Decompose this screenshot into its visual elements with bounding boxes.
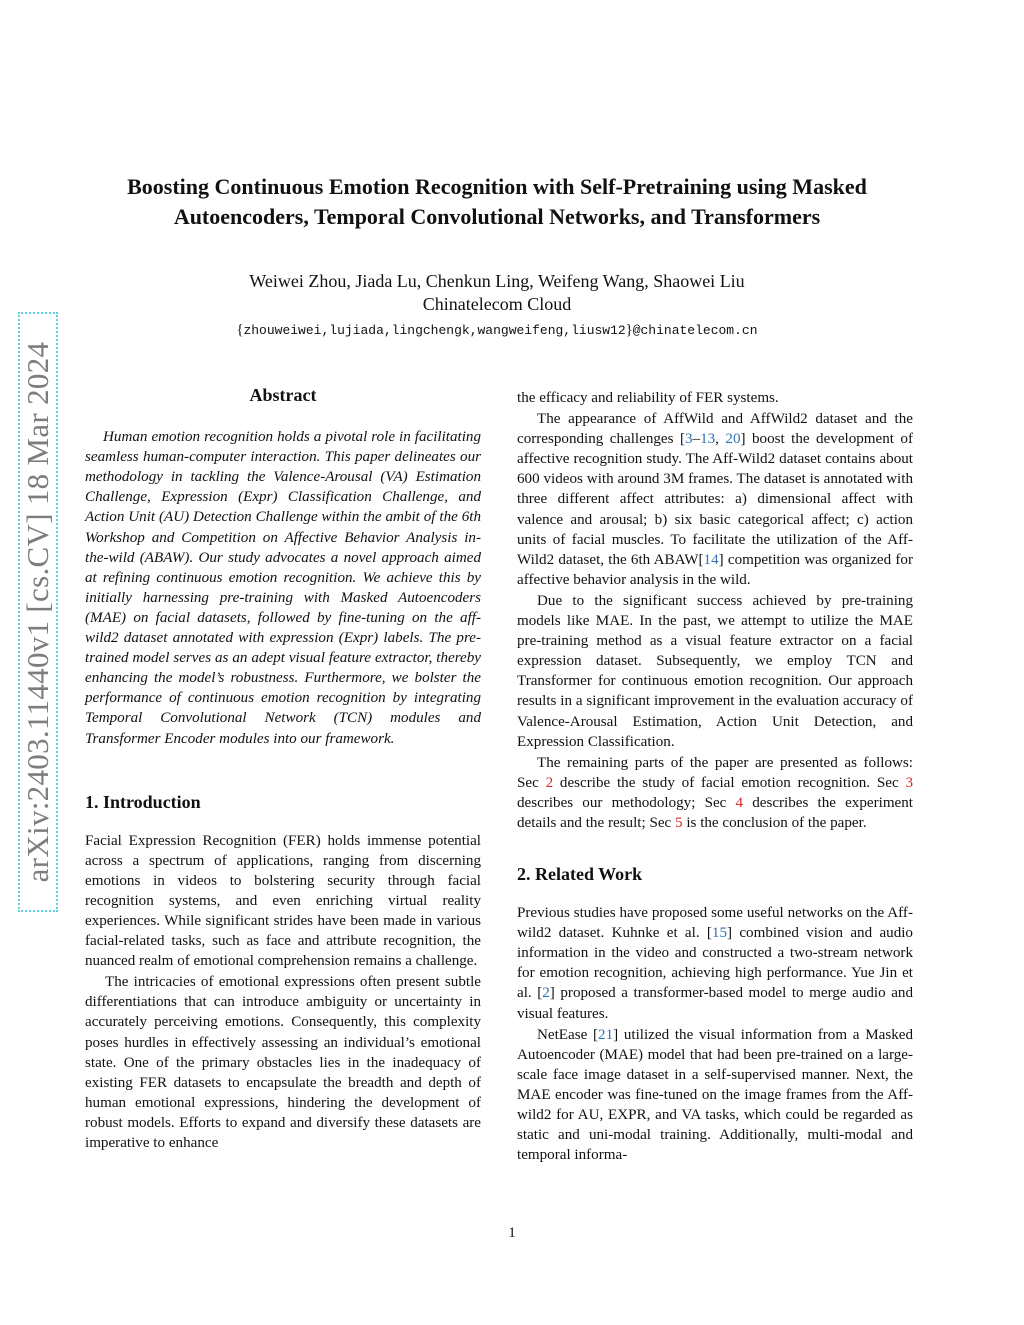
intro-p5-text-b: describe the study of facial emotion recognition. Sec — [553, 774, 906, 791]
abstract-text: Human emotion recognition holds a pivotal role in facilitating seamless human-computer interaction. This paper delineates our methodology in tackling the Valence-Arousal (VA) Estimation Challenge, Expression (Expr) Classification Challenge, and Action Unit (AU) Detection Challenge within the ambit of the 6th Workshop and Competition on Affective Behavior Analysis in-the-wild (ABAW). Our study advocates a novel approach aimed at refining continuous emotion recognition. We achieve this by initially harnessing pre-training with Masked Autoencoders (MAE) on facial datasets, followed by fine-tuning on the aff-wild2 dataset annotated with expression (Expr) labels. The pre-trained model serves as an adept visual feature extractor, thereby enhancing the model’s robustness. Furthermore, we bolster the performance of continuous emotion recognition by integrating Temporal Convolutional Network (TCN) modules and Transformer Encoder modules into our framework. — [85, 429, 481, 747]
rw-p2-text-a: NetEase [ — [537, 1026, 599, 1043]
affiliation: Chinatelecom Cloud — [422, 294, 572, 314]
intro-p3-text-b: ] boost the development of affective recognition study. The Aff-Wild2 dataset contains about 600 videos with around 3M frames. The dataset is annotated with three different affect attributes: a) dimensional affect with valence and arousal; b) six basic categorical affect; c) action units of facial muscles. To facilitate the utilization of the Aff-Wild2 dataset, the 6th ABAW[ — [517, 431, 914, 568]
introduction-paragraph-2: The intricacies of emotional expressions often present subtle differentiations that can introduce ambiguity or uncertainty in accurately perceiving emotions. Consequently, this complexity poses hurdles in effectively assessing an individual’s emotional state. One of the primary obstacles lies in the inadequacy of existing FER datasets to encapsulate the breadth and depth of human emotional expressions, hindering the development of robust models. Efforts to expand and diversify these datasets are imperative to enhance — [85, 974, 481, 1151]
related-work-heading: 2. Related Work — [517, 864, 643, 885]
introduction-paragraph-1: Facial Expression Recognition (FER) holds immense potential across a spectrum of applications, ranging from discerning emotions in videos to bolstering security through facial recognition systems, and even enriching virtual reality experiences. While significant strides have been made in various facial-related tasks, such as face and attribute recognition, the nuanced realm of emotional comprehension remains a challenge. — [85, 832, 481, 970]
section-link[interactable]: 3 — [905, 774, 913, 791]
section-link[interactable]: 5 — [675, 814, 683, 831]
intro-p3-text-a: The appearance of AffWild and AffWild2 dataset and the corresponding challenges [ — [517, 411, 913, 448]
rw-p1-text-a: Previous studies have proposed some useful networks on the Aff-wild2 dataset. Kuhnke et al. [ — [517, 905, 913, 942]
email-line — [60, 320, 934, 341]
citation-link[interactable]: 21 — [598, 1026, 614, 1043]
email-users: zhouweiwei,lujiada,lingchengk,wangweifeng,liusw12 — [243, 323, 626, 338]
related-work-paragraph-2 — [517, 1025, 913, 1166]
introduction-heading: 1. Introduction — [85, 791, 201, 812]
author-names: Weiwei Zhou, Jiada Lu, Chenkun Ling, Weifeng Wang, Shaowei Liu — [249, 271, 745, 291]
citation-link[interactable]: 2 — [542, 985, 550, 1002]
citation-link[interactable]: 14 — [703, 551, 719, 568]
right-column — [517, 388, 913, 1165]
page-number: 1 — [508, 1225, 516, 1241]
introduction-paragraph-2-continued: the efficacy and reliability of FER systems. — [517, 390, 779, 406]
rw-p1-text-b: ] combined vision and audio information in the video and constructed a two-stream network for emotion recognition, achieving high performance. Yue Jin et al. [ — [517, 925, 913, 1002]
intro-p5-text-e: is the conclusion of the paper. — [682, 814, 867, 831]
introduction-paragraph-5 — [517, 753, 913, 833]
section-link[interactable]: 4 — [735, 794, 744, 811]
title-line-2: Autoencoders, Temporal Convolutional Networks, and Transformers — [173, 204, 821, 229]
title-line-1: Boosting Continuous Emotion Recognition with Self-Pretraining using Masked — [127, 174, 867, 199]
email-domain: @chinatelecom.cn — [632, 323, 758, 338]
intro-p5-text-c: describes our methodology; Sec — [517, 794, 736, 811]
rw-p2-text-b: ] utilized the visual information from a Masked Autoencoder (MAE) model that had been pre-trained on a large-scale face image dataset in a self-supervised manner. Next, the MAE encoder was fine-tuned on the image frames from the Aff-wild2 for AU, EXPR, and VA tasks, which could be regarded as static and uni-modal training. Additionally, multi-modal and temporal informa- — [517, 1026, 913, 1164]
left-column — [85, 385, 481, 1153]
introduction-paragraph-4: Due to the significant success achieved by pre-training models like MAE. In the past, we attempt to utilize the MAE pre-training method as a visual feature extractor on a facial expression dataset. Subsequently, we employ TCN and Transformer for continuous emotion recognition. Our approach results in a significant improvement in the evaluation accuracy of Valence-Arousal Estimation, Action Unit Detection, and Expression Classification. — [517, 592, 913, 750]
email-brace-close: } — [625, 322, 633, 338]
citation-link[interactable]: 15 — [711, 925, 728, 942]
abstract-heading: Abstract — [249, 385, 317, 405]
introduction-paragraph-3 — [517, 409, 913, 590]
citation-link[interactable]: 20 — [725, 431, 741, 448]
intro-p5-text-d: describes the experiment details and the result; Sec — [517, 794, 913, 831]
arxiv-sidebar — [18, 312, 58, 912]
citation-link[interactable]: 13 — [700, 431, 716, 448]
intro-p3-dash: – — [692, 431, 701, 448]
email-brace-open: { — [236, 322, 244, 338]
arxiv-identifier: arXiv:2403.11440v1 [cs.CV] 18 Mar 2024 — [20, 341, 55, 883]
author-block — [60, 270, 934, 316]
intro-p5-text-a: The remaining parts of the paper are presented as follows: Sec — [517, 754, 913, 791]
intro-p3-comma: , — [715, 431, 726, 448]
intro-p3-text-c: ] competition was organized for affective behavior analysis in the wild. — [517, 551, 913, 588]
rw-p1-text-c: ] proposed a transformer-based model to merge audio and visual features. — [517, 985, 913, 1022]
related-work-paragraph-1 — [517, 903, 913, 1024]
citation-link[interactable]: 3 — [684, 431, 693, 448]
section-link[interactable]: 2 — [545, 774, 554, 791]
paper-title — [60, 172, 934, 232]
